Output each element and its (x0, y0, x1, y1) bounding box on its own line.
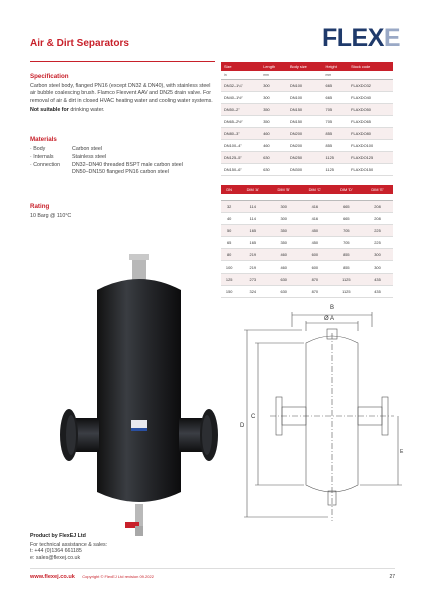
table-row (221, 91, 393, 103)
materials-list (30, 146, 216, 176)
dim-d-label: D (240, 423, 245, 429)
table-cell: 50 (221, 224, 237, 236)
table-row (221, 151, 393, 163)
table-cell: 350 (260, 103, 287, 115)
table-cell: DN40–1½" (221, 91, 260, 103)
material-value: DN50–DN150 flanged PN16 carbon steel (72, 169, 169, 176)
table-cell: 460 (260, 139, 287, 151)
logo-main: FLEX (322, 24, 384, 52)
table-cell: DN80–3" (221, 127, 260, 139)
table-cell: 208 (362, 212, 393, 224)
table-cell: 630 (268, 273, 299, 285)
table-cell: 125 (221, 273, 237, 285)
table-cell: FLAXDO65 (348, 115, 393, 127)
table-cell: 300 (268, 200, 299, 212)
table-header-cell: Body size (287, 62, 323, 71)
table-cell: 219 (237, 249, 268, 261)
material-value: Stainless steel (72, 153, 107, 160)
table-cell: 300 (268, 212, 299, 224)
table-row (221, 261, 393, 273)
table-cell: 114 (237, 212, 268, 224)
material-value: Carbon steel (72, 146, 103, 153)
rating-value: 10 Barg @ 110°C (30, 213, 72, 220)
product-by: Product by FlexEJ Ltd (30, 533, 86, 539)
table-cell: 870 (299, 285, 330, 297)
specification-section (30, 73, 216, 115)
materials-heading: Materials (30, 136, 57, 143)
table-header-cell: DIM 'B' (268, 185, 299, 194)
vessel-body (97, 279, 181, 502)
not-suitable-note (30, 107, 216, 114)
table-row (221, 103, 393, 115)
unit-cell: mm (323, 71, 349, 79)
dim-b-label: B (330, 305, 335, 311)
table-cell: DN100 (287, 91, 323, 103)
table-cell: FLAXDO32 (348, 79, 393, 91)
table-cell: 65 (221, 237, 237, 249)
table-cell: 350 (268, 224, 299, 236)
table-cell: FLAXDO80 (348, 127, 393, 139)
not-suitable-rest: drinking water. (68, 106, 105, 113)
unit-cell: mm (260, 71, 287, 79)
table-cell: 630 (260, 151, 287, 163)
table-cell: 600 (299, 249, 330, 261)
contact-email[interactable]: e: sales@flexej.co.uk (30, 554, 81, 561)
table-cell: DN150–6" (221, 163, 260, 175)
logo-accent: E (383, 24, 401, 52)
table-cell: 1125 (323, 163, 349, 175)
table-cell: 665 (331, 200, 362, 212)
table-cell: 665 (323, 91, 349, 103)
table-cell: 460 (268, 249, 299, 261)
unit-cell (287, 71, 323, 79)
table-cell: 100 (221, 261, 237, 273)
dim-a-label: Ø A (324, 316, 335, 322)
table-header-cell: DIM 'E' (362, 185, 393, 194)
table-row (221, 249, 393, 261)
table-cell: DN125–5" (221, 151, 260, 163)
table-row (221, 224, 393, 236)
table-cell: 855 (323, 127, 349, 139)
table-cell: 460 (260, 127, 287, 139)
table-row (221, 273, 393, 285)
table-cell: 450 (299, 237, 330, 249)
table-cell: DN100 (287, 79, 323, 91)
unit-cell (348, 71, 393, 79)
table-cell: DN300 (287, 163, 323, 175)
table-cell: 705 (331, 224, 362, 236)
product-contact (30, 533, 107, 561)
table-cell: 150 (221, 285, 237, 297)
table-cell: FLAXDO50 (348, 103, 393, 115)
table-cell: 208 (362, 200, 393, 212)
rating-section (30, 203, 71, 220)
table-cell: 165 (237, 224, 268, 236)
table-header-row (221, 185, 393, 194)
table-cell: 1125 (323, 151, 349, 163)
table-cell: 665 (323, 79, 349, 91)
table-cell: 32 (221, 200, 237, 212)
materials-section (30, 136, 216, 177)
table-cell: 705 (323, 115, 349, 127)
table-cell: FLAXDO125 (348, 151, 393, 163)
table-row (221, 139, 393, 151)
page-number: 27 (389, 574, 395, 580)
table-cell: DN150 (287, 103, 323, 115)
table-cell: DN65–2½" (221, 115, 260, 127)
table-cell: FLAXDO150 (348, 163, 393, 175)
table-cell: 416 (299, 212, 330, 224)
table-cell: 80 (221, 249, 237, 261)
table-header-cell: DIM 'D' (331, 185, 362, 194)
table-header-cell: DIM 'A' (237, 185, 268, 194)
dim-c-label: C (251, 414, 256, 420)
footer (30, 574, 395, 580)
table-cell: DN32–1¼" (221, 79, 260, 91)
contact-line: For technical assistance & sales: (30, 541, 108, 548)
table-header-cell: Size (221, 62, 260, 71)
table-row (221, 200, 393, 212)
table-cell: 416 (299, 200, 330, 212)
table-cell: 1125 (331, 273, 362, 285)
contact-phone: t: +44 (0)1364 661185 (30, 548, 82, 555)
table-cell: 855 (331, 249, 362, 261)
table-cell: 40 (221, 212, 237, 224)
table-cell: 705 (331, 237, 362, 249)
separator-photo (25, 230, 235, 560)
table-cell: 300 (362, 249, 393, 261)
specification-body: Carbon steel body, flanged PN16 (except DN32 & DN40), with stainless steel air bubble coalescing brush. Flamco Flexvent AAV and DN25 drain valve. For removal of air & dirt in closed HVAC heating water and cooling water systems. (30, 83, 213, 104)
table-unit-row (221, 71, 393, 79)
table-cell: 273 (237, 273, 268, 285)
table-row (221, 79, 393, 91)
not-suitable-bold: Not suitable for (30, 106, 69, 113)
table-cell: 225 (362, 224, 393, 236)
title-divider (30, 61, 215, 62)
table-cell: 300 (362, 261, 393, 273)
stock-code-table (221, 62, 393, 176)
table-cell: 630 (268, 285, 299, 297)
table-cell: 1125 (331, 285, 362, 297)
air-vent (132, 258, 146, 280)
table-row (221, 115, 393, 127)
table-cell: 114 (237, 200, 268, 212)
page-title: Air & Dirt Separators (30, 38, 129, 49)
table-cell: 300 (260, 79, 287, 91)
table-cell: FLAXDO40 (348, 91, 393, 103)
footer-divider (30, 568, 395, 569)
table-cell: DN150 (287, 115, 323, 127)
table-cell: 350 (260, 115, 287, 127)
table-cell: 219 (237, 261, 268, 273)
unit-cell: in (221, 71, 260, 79)
table-cell: 665 (331, 212, 362, 224)
specification-heading: Specification (30, 73, 69, 80)
material-value: DN32–DN40 threaded BSPT male carbon steel (72, 161, 183, 168)
table-cell: 460 (268, 261, 299, 273)
table-row (221, 212, 393, 224)
dimension-drawing (232, 285, 412, 545)
table-header-row (221, 62, 393, 71)
table-header-cell: Height (323, 62, 349, 71)
table-cell: DN50–2" (221, 103, 260, 115)
table-cell: 870 (299, 273, 330, 285)
website-link[interactable]: www.flexej.co.uk (30, 574, 75, 580)
table-cell: DN200 (287, 139, 323, 151)
rating-heading: Rating (30, 203, 50, 210)
table-cell: 300 (260, 91, 287, 103)
table-header-cell: DIM 'C' (299, 185, 330, 194)
table-cell: 165 (237, 237, 268, 249)
table-cell: 705 (323, 103, 349, 115)
table-row (221, 127, 393, 139)
table-cell: 630 (260, 163, 287, 175)
table-cell: 435 (362, 285, 393, 297)
table-cell: 225 (362, 237, 393, 249)
material-label: · Connection (30, 161, 61, 168)
table-header-cell: Stock code (348, 62, 393, 71)
copyright: Copyright © FlexEJ Ltd revision 09.2022 (82, 574, 154, 579)
table-cell: 324 (237, 285, 268, 297)
table-cell: 855 (331, 261, 362, 273)
table-cell: 435 (362, 273, 393, 285)
table-cell: DN200 (287, 127, 323, 139)
table-cell: DN100–4" (221, 139, 260, 151)
material-label (30, 169, 72, 176)
table-row (221, 237, 393, 249)
table-cell: 350 (268, 237, 299, 249)
table-cell: FLAXDO100 (348, 139, 393, 151)
dimensions-table (221, 185, 393, 298)
material-label: · Internals (30, 153, 54, 160)
table-header-cell: DN (221, 185, 237, 194)
material-label: · Body (30, 146, 46, 153)
table-row (221, 163, 393, 175)
dim-e-label: E (400, 449, 404, 455)
table-cell: 450 (299, 224, 330, 236)
table-cell: 855 (323, 139, 349, 151)
flexe-logo (322, 24, 400, 53)
table-cell: DN250 (287, 151, 323, 163)
table-header-cell: Length (260, 62, 287, 71)
table-cell: 600 (299, 261, 330, 273)
